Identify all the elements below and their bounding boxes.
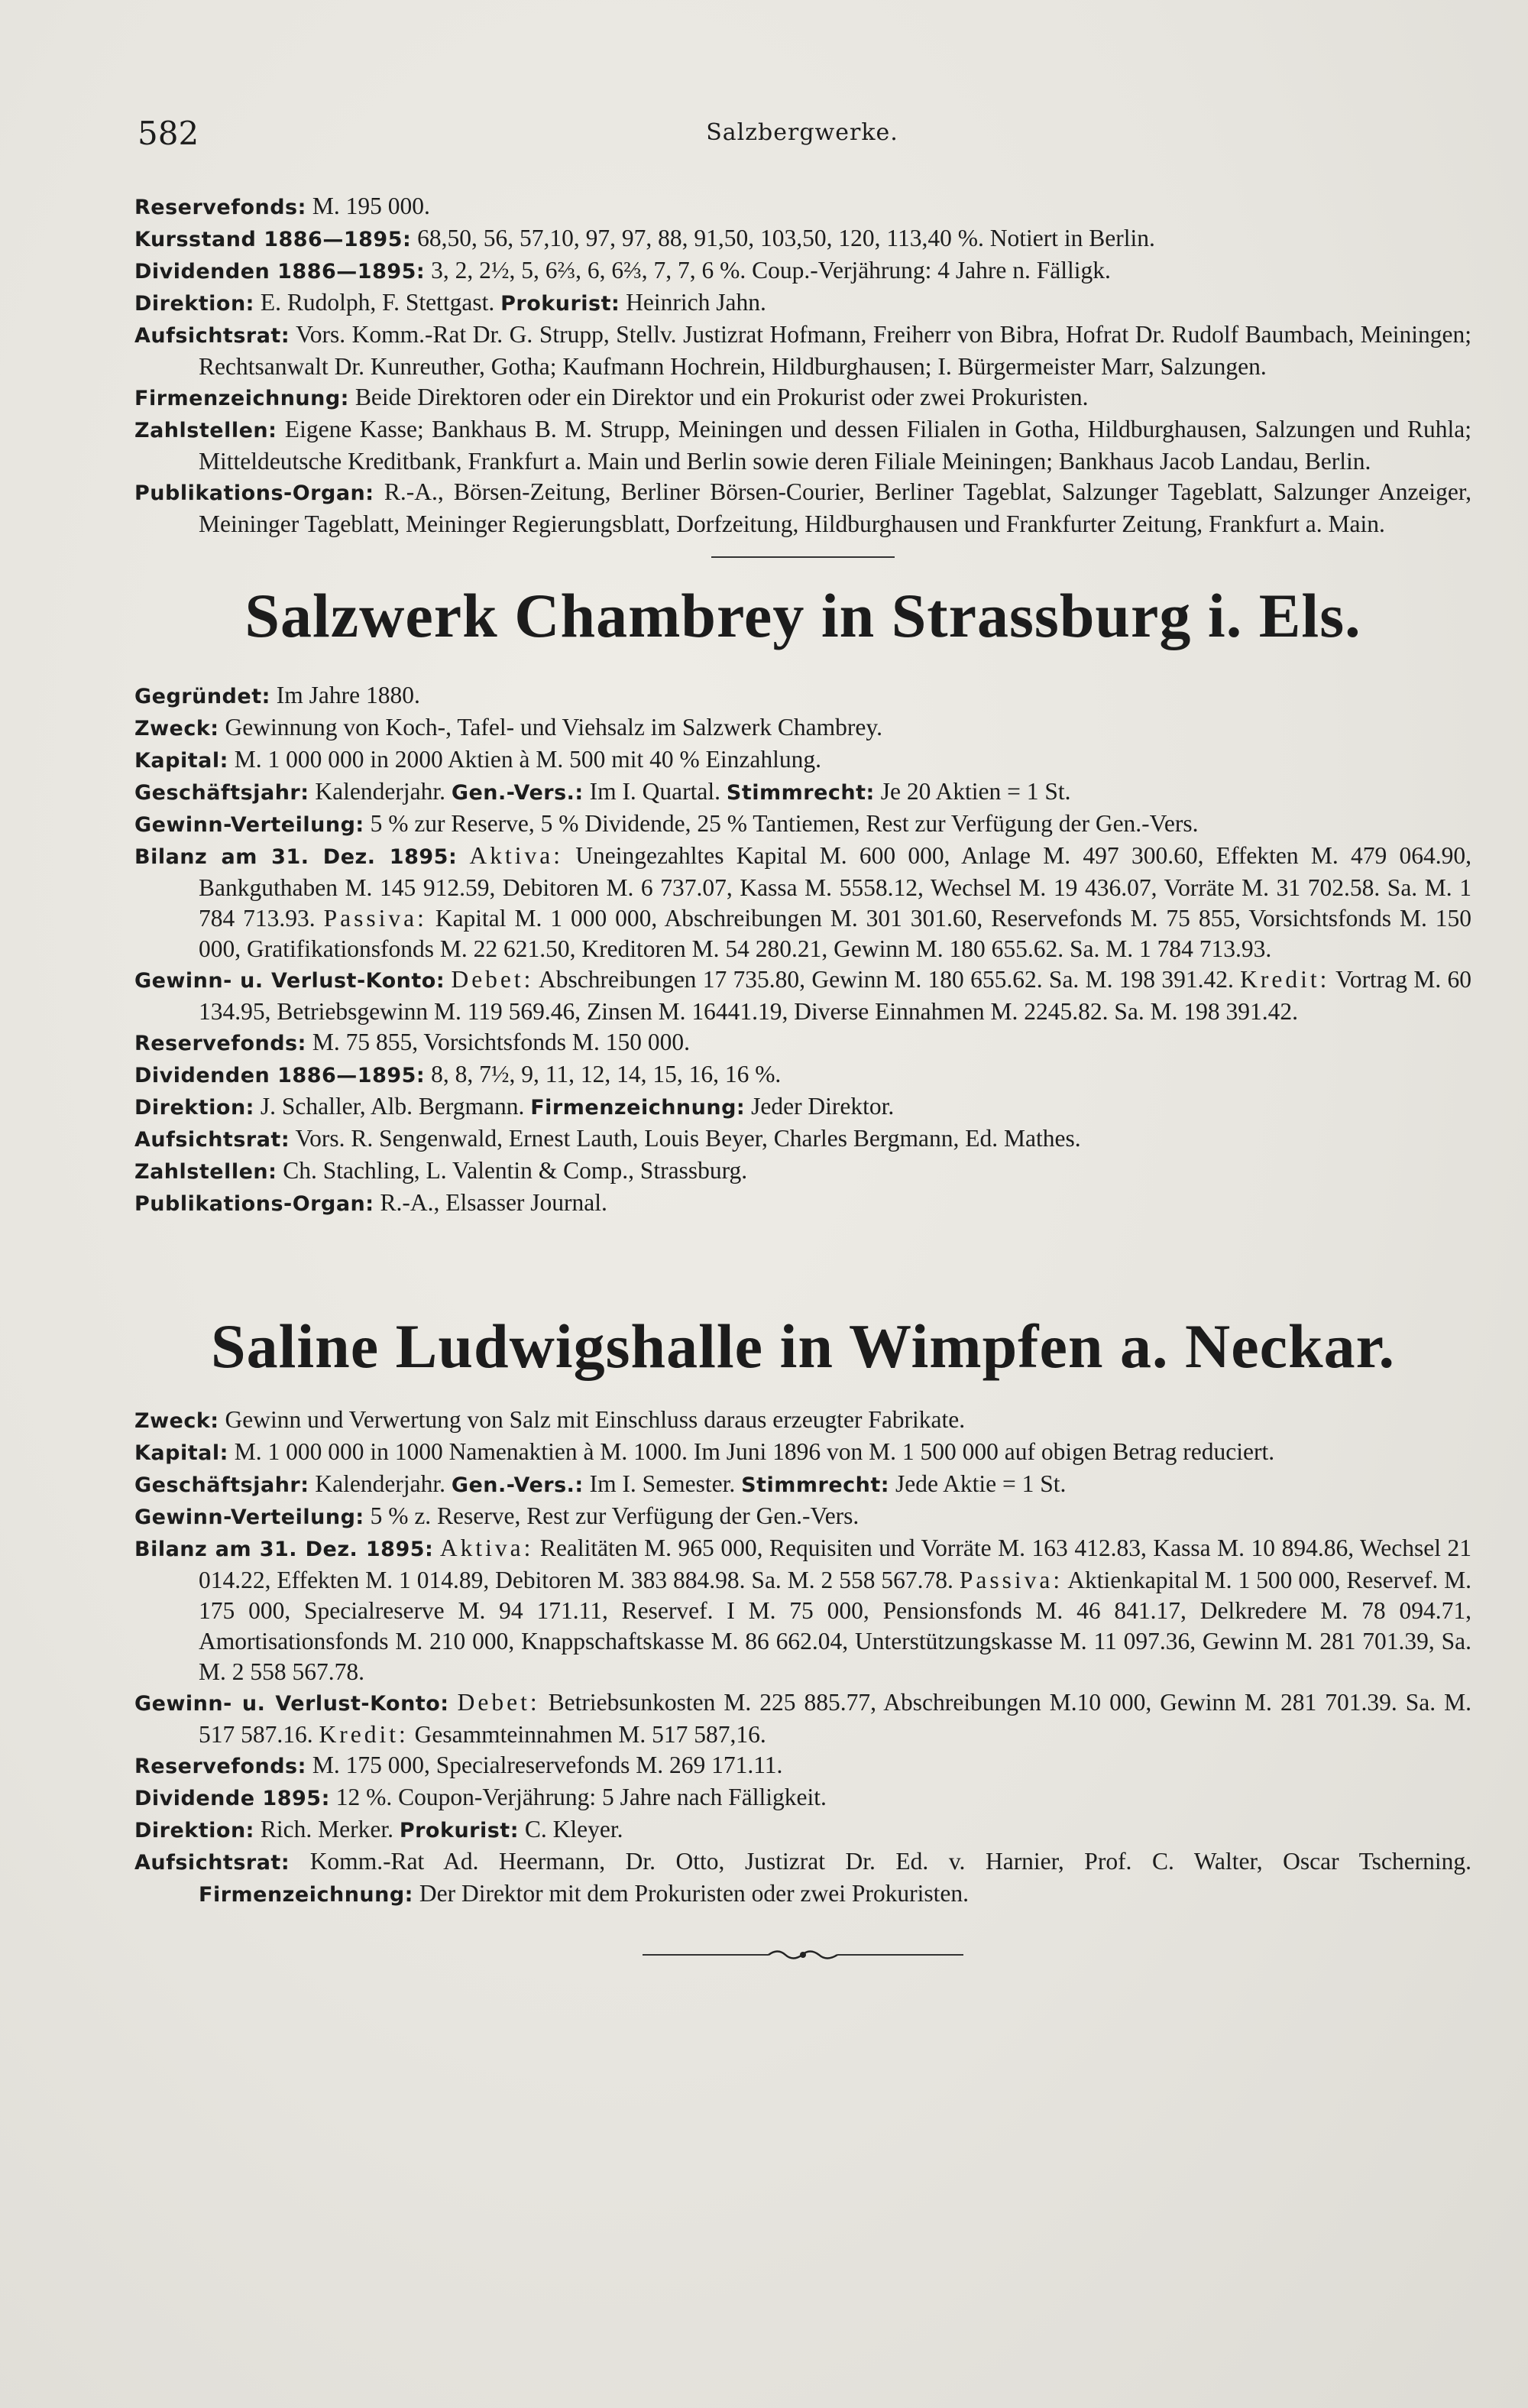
- value: Vors. Komm.-Rat Dr. G. Strupp, Stellv. Justizrat Hofmann, Freiherr von Bibra, Hofrat Dr. Rudolf Baumbach, Meiningen; Rechtsanwalt Dr. Kunreuther, Gotha; Kaufmann Hochrein, Hildburghausen; I. Bürgermeister Marr, Salzungen.: [199, 321, 1471, 380]
- value: Beide Direktoren oder ein Direktor und ein Prokurist oder zwei Prokuristen.: [348, 384, 1089, 410]
- value: Realitäten M. 965 000, Requisiten und Vorräte M. 163 412.83, Kassa M. 10 894.86, Wechsel 21 014.22, Effekten M. 1 014.89, Debitoren M. 383 884.98. Sa. M. 2 558 567.78.: [199, 1535, 1472, 1593]
- section-title-ludwigshalle: Saline Ludwigshalle in Wimpfen a. Neckar.: [211, 1311, 1395, 1381]
- running-title: Salzbergwerke.: [706, 119, 898, 146]
- prev-publikations-organ: [134, 477, 1471, 540]
- value: C. Kleyer.: [519, 1816, 623, 1842]
- value: M. 1 000 000 in 2000 Aktien à M. 500 mit 40 % Einzahlung.: [228, 746, 821, 773]
- label: Aufsichtsrat:: [134, 1128, 290, 1152]
- label: Debet:: [457, 1689, 540, 1716]
- label: Kapital:: [134, 1441, 228, 1465]
- value: J. Schaller, Alb. Bergmann.: [254, 1093, 525, 1120]
- value: Betriebsunkosten M. 225 885.77, Abschreibungen M.10 000, Gewinn M. 281 701.39. Sa. M. 517 587.16.: [199, 1689, 1472, 1748]
- label: Prokurist:: [399, 1819, 520, 1842]
- label: Zahlstellen:: [134, 1160, 277, 1184]
- value: Vors. R. Sengenwald, Ernest Lauth, Louis Beyer, Charles Bergmann, Ed. Mathes.: [290, 1125, 1081, 1152]
- prev-aufsichtsrat: [134, 319, 1471, 382]
- s2-direktion: [134, 1814, 1471, 1846]
- value: Ch. Stachling, L. Valentin & Comp., Strassburg.: [277, 1157, 748, 1184]
- label: Kapital:: [134, 749, 228, 773]
- s2-reservefonds: [134, 1750, 1471, 1782]
- value: Kalenderjahr.: [309, 778, 445, 805]
- s2-zweck: [134, 1405, 1471, 1437]
- value: Komm.-Rat Ad. Heermann, Dr. Otto, Justizrat Dr. Ed. v. Harnier, Prof. C. Walter, Oscar Tscherning.: [290, 1848, 1471, 1875]
- prev-dividenden: [134, 255, 1471, 287]
- value: Der Direktor mit dem Prokuristen oder zwei Prokuristen.: [413, 1880, 969, 1907]
- label: Reservefonds:: [134, 1755, 306, 1778]
- s2-aufsichtsrat: [134, 1846, 1471, 1911]
- value: 5 % z. Reserve, Rest zur Verfügung der Gen.-Vers.: [364, 1502, 860, 1529]
- s1-bilanz: [134, 841, 1471, 964]
- value: Abschreibungen 17 735.80, Gewinn M. 180 655.62. Sa. M. 198 391.42.: [533, 966, 1234, 993]
- value: Kalenderjahr.: [309, 1470, 445, 1497]
- label: Zahlstellen:: [134, 419, 277, 442]
- label: Reservefonds:: [134, 1032, 306, 1055]
- label: Gegründet:: [134, 685, 270, 708]
- s1-reservefonds: [134, 1027, 1471, 1059]
- label: Aufsichtsrat:: [134, 1851, 290, 1875]
- value: M. 195 000.: [306, 193, 430, 219]
- end-ornament: [643, 1947, 963, 1962]
- s1-kapital: [134, 744, 1471, 776]
- value: M. 1 000 000 in 1000 Namenaktien à M. 1000. Im Juni 1896 von M. 1 500 000 auf obigen Betrag reduciert.: [228, 1438, 1275, 1465]
- value: 3, 2, 2½, 5, 6⅔, 6, 6⅔, 7, 7, 6 %. Coup.-Verjährung: 4 Jahre n. Fälligk.: [425, 257, 1111, 284]
- value: 8, 8, 7½, 9, 11, 12, 14, 15, 16, 16 %.: [425, 1061, 782, 1087]
- page-body: [134, 191, 1471, 1962]
- label: Direktion:: [134, 1096, 254, 1120]
- label: Geschäftsjahr:: [134, 1473, 309, 1497]
- s2-gewinn-verteilung: [134, 1501, 1471, 1533]
- s1-zweck: [134, 712, 1471, 744]
- label: Dividenden 1886—1895:: [134, 1064, 426, 1087]
- s2-kapital: [134, 1437, 1471, 1469]
- label: Zweck:: [134, 1409, 219, 1433]
- s1-publikations-organ: [134, 1188, 1471, 1220]
- label: Publikations-Organ:: [134, 481, 374, 505]
- s2-gewinn-verlust: [134, 1687, 1471, 1750]
- value: 12 %. Coupon-Verjährung: 5 Jahre nach Fälligkeit.: [329, 1784, 827, 1810]
- label: Firmenzeichnung:: [530, 1096, 746, 1120]
- value: Jeder Direktor.: [745, 1093, 895, 1120]
- label: Aktiva:: [469, 842, 564, 869]
- value: Rich. Merker.: [254, 1816, 393, 1842]
- s1-gegruendet: [134, 680, 1471, 712]
- s1-direktion: [134, 1091, 1471, 1123]
- label: Aktiva:: [439, 1535, 534, 1561]
- s1-gewinn-verteilung: [134, 809, 1471, 841]
- prev-zahlstellen: [134, 414, 1471, 477]
- value: Im I. Quartal.: [583, 778, 721, 805]
- value: Vortrag M. 60 134.95, Betriebsgewinn M. 119 569.46, Zinsen M. 16441.19, Diverse Einnahmen M. 2245.82. Sa. M. 198 391.42.: [199, 966, 1472, 1025]
- label: Gewinn-Verteilung:: [134, 813, 364, 837]
- value: Gewinn und Verwertung von Salz mit Einschluss daraus erzeugter Fabrikate.: [219, 1406, 966, 1433]
- label: Bilanz am 31. Dez. 1895:: [134, 845, 458, 869]
- section-title-chambrey: Salzwerk Chambrey in Strassburg i. Els.: [244, 581, 1361, 650]
- label: Kursstand 1886—1895:: [134, 228, 412, 251]
- label: Geschäftsjahr:: [134, 781, 309, 805]
- label: Prokurist:: [500, 292, 620, 316]
- label: Aufsichtsrat:: [134, 324, 290, 348]
- value: Heinrich Jahn.: [620, 289, 766, 316]
- value: M. 175 000, Specialreservefonds M. 269 171.11.: [306, 1752, 783, 1778]
- label: Gen.-Vers.:: [451, 781, 584, 805]
- s1-dividenden: [134, 1059, 1471, 1091]
- value: Jede Aktie = 1 St.: [889, 1470, 1067, 1497]
- s1-aufsichtsrat: [134, 1123, 1471, 1155]
- value: Im Jahre 1880.: [270, 682, 420, 708]
- label: Stimmrecht:: [741, 1473, 890, 1497]
- s1-zahlstellen: [134, 1155, 1471, 1188]
- value: R.-A., Börsen-Zeitung, Berliner Börsen-Courier, Berliner Tageblat, Salzunger Tageblatt, Salzunger Anzeiger, Meininger Tageblatt, Meininger Regierungsblatt, Dorfzeitung, Hildburghausen und Frankfurter Zeitung, Frankfurt a. Main.: [199, 478, 1471, 537]
- label: Reservefonds:: [134, 196, 306, 219]
- value: Uneingezahltes Kapital M. 600 000, Anlage M. 497 300.60, Effekten M. 479 064.90, Bankguthaben M. 145 912.59, Debitoren M. 6 737.07, Kassa M. 5558.12, Wechsel M. 19 436.07, Vorräte M. 31 702.58. Sa. M. 1 784 713.93.: [199, 842, 1472, 932]
- label: Direktion:: [134, 1819, 254, 1842]
- label: Debet:: [451, 966, 534, 993]
- label: Kredit:: [319, 1721, 409, 1748]
- s1-geschaeftsjahr: [134, 776, 1471, 809]
- label: Stimmrecht:: [726, 781, 875, 805]
- label: Gewinn-Verteilung:: [134, 1505, 364, 1529]
- page-header: [138, 115, 1467, 153]
- s2-geschaeftsjahr: [134, 1469, 1471, 1501]
- label: Kredit:: [1240, 966, 1330, 993]
- value: M. 75 855, Vorsichtsfonds M. 150 000.: [306, 1029, 690, 1055]
- prev-direktion: [134, 287, 1471, 319]
- value: Aktienkapital M. 1 500 000, Reservef. M. 175 000, Specialreserve M. 94 171.11, Reservef. I M. 75 000, Pensionsfonds M. 46 841.17, Delkredere M. 78 094.71, Amortisationsfonds M. 210 000, Knappschaftskasse M. 86 662.04, Unterstützungskasse M. 11 097.36, Gewinn M. 281 701.39, Sa. M. 2 558 567.78.: [199, 1567, 1471, 1685]
- prev-firmenzeichnung: [134, 382, 1471, 414]
- label: Firmenzeichnung:: [199, 1883, 413, 1907]
- value: E. Rudolph, F. Stettgast.: [254, 289, 495, 316]
- prev-kursstand: [134, 223, 1471, 255]
- value: R.-A., Elsasser Journal.: [374, 1189, 607, 1216]
- label: Passiva:: [323, 905, 427, 932]
- label: Gewinn- u. Verlust-Konto:: [134, 969, 445, 993]
- label: Passiva:: [959, 1567, 1063, 1593]
- ornament-flourish-icon: [643, 1947, 963, 1962]
- page-number: 582: [138, 115, 199, 152]
- label: Bilanz am 31. Dez. 1895:: [134, 1538, 434, 1561]
- label: Gen.-Vers.:: [451, 1473, 584, 1497]
- value: Kapital M. 1 000 000, Abschreibungen M. 301 301.60, Reservefonds M. 75 855, Vorsichtsfonds M. 150 000, Gratifikationsfonds M. 22 621.50, Kreditoren M. 54 280.21, Gewinn M. 180 655.62. Sa. M. 1 784 713.93.: [199, 905, 1472, 962]
- value: 68,50, 56, 57,10, 97, 97, 88, 91,50, 103,50, 120, 113,40 %. Notiert in Berlin.: [411, 225, 1155, 251]
- value: Gesammteinnahmen M. 517 587,16.: [408, 1721, 766, 1748]
- s1-gewinn-verlust: [134, 964, 1471, 1027]
- label: Dividende 1895:: [134, 1787, 330, 1810]
- value: Im I. Semester.: [583, 1470, 736, 1497]
- s2-dividende: [134, 1782, 1471, 1814]
- value: Eigene Kasse; Bankhaus B. M. Strupp, Meiningen und dessen Filialen in Gotha, Hildburghausen, Salzungen und Ruhla; Mitteldeutsche Kreditbank, Frankfurt a. Main und Berlin sowie deren Filiale Meiningen; Bankhaus Jacob Landau, Berlin.: [199, 416, 1471, 475]
- prev-reservefonds: [134, 191, 1471, 223]
- value: 5 % zur Reserve, 5 % Dividende, 25 % Tantiemen, Rest zur Verfügung der Gen.-Vers.: [364, 810, 1199, 837]
- value: Gewinnung von Koch-, Tafel- und Viehsalz im Salzwerk Chambrey.: [219, 714, 882, 741]
- label: Zweck:: [134, 717, 219, 741]
- label: Gewinn- u. Verlust-Konto:: [134, 1692, 449, 1716]
- label: Direktion:: [134, 292, 254, 316]
- s2-bilanz: [134, 1533, 1471, 1687]
- label: Publikations-Organ:: [134, 1192, 374, 1216]
- section-divider: [711, 556, 895, 558]
- label: Dividenden 1886—1895:: [134, 260, 426, 284]
- label: Firmenzeichnung:: [134, 387, 349, 410]
- value: Je 20 Aktien = 1 St.: [874, 778, 1071, 805]
